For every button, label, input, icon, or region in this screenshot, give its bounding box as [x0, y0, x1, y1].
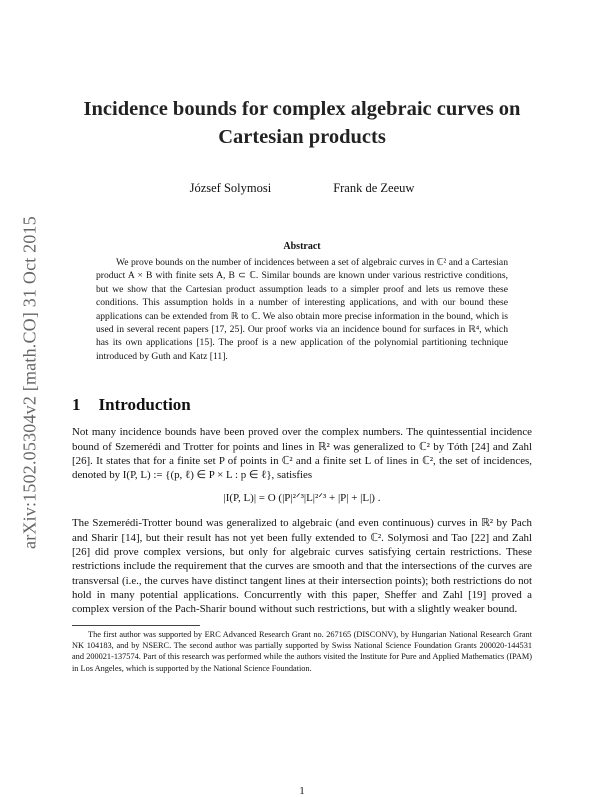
paper-page — [72, 95, 532, 797]
abstract-text: We prove bounds on the number of incidences between a set of algebraic curves in ℂ² and a Cartesian product A × B with finite sets A, B ⊂ ℂ. Similar bounds are known under various restrictive conditions, but we show that the Cartesian product assumption leads to a simpler proof and lets us remove these conditions. This assumption holds in a number of interesting applications, and with our bound these applications can be extended from ℝ to ℂ. We also obtain more precise information in the bound, which is used in several recent papers [17, 25]. Our proof works via an incidence bound for surfaces in ℝ⁴, which has its own applications [15]. The proof is a new application of the polynomial partitioning technique introduced by Guth and Katz [11]. — [96, 257, 508, 362]
author-list — [72, 181, 532, 196]
section-number: 1 — [72, 395, 81, 415]
intro-paragraph-1: Not many incidence bounds have been proved over the complex numbers. The quintessential incidence bound of Szemerédi and Trotter for points and lines in ℝ² was generalized to ℂ² by Tóth [24] and Zahl [26]. It states that for a finite set P of points in ℂ² and a finite set L of lines in ℂ², the set of incidences, denoted by I(P, L) := {(p, ℓ) ∈ P × L : p ∈ ℓ}, satisfies — [72, 426, 532, 482]
page-number: 1 — [299, 785, 305, 797]
arxiv-identifier: arXiv:1502.05304v2 [math.CO] 31 Oct 2015 — [19, 216, 40, 549]
author-2: Frank de Zeeuw — [333, 181, 415, 195]
abstract-heading: Abstract — [283, 241, 321, 252]
footnote-rule — [72, 625, 200, 626]
footnote: The first author was supported by ERC Advanced Research Grant no. 267165 (DISCONV), by Hungarian National Research Grant NK 104183, and by NSERC. The second author was partially supported by Swiss National Science Foundation Grants 200020-144531 and 200021-137574. Part of this research was performed while the authors visited the Institute for Pure and Applied Mathematics (IPAM) in Los Angeles, which is supported by the National Science Foundation. — [72, 629, 532, 673]
author-1: József Solymosi — [189, 181, 272, 195]
intro-paragraph-2: The Szemerédi-Trotter bound was generalized to algebraic (and even continuous) curves in ℝ² by Pach and Sharir [14], but their result has not yet been fully extended to ℂ². Solymosi and Tao [22] and Zahl [26] did prove complex versions, but only for algebraic curves satisfying certain restrictions. These restrictions include the requirement that the curves are smooth and that the intersections of the curves are transversal (i.e., the curves have distinct tangent lines at their intersection points); both restrictions do not hold in many potential applications. Concurrently with this paper, Sheffer and Zahl [19] proved a complex version of the Pach-Sharir bound without such restrictions, but with a slightly weaker bound. — [72, 517, 532, 616]
section-heading — [72, 395, 532, 415]
display-equation: |I(P, L)| = O (|P|²ᐟ³|L|²ᐟ³ + |P| + |L|) . — [223, 492, 381, 505]
paper-title: Incidence bounds for complex algebraic curves on Cartesian products — [83, 98, 521, 148]
section-title: Introduction — [98, 395, 191, 415]
